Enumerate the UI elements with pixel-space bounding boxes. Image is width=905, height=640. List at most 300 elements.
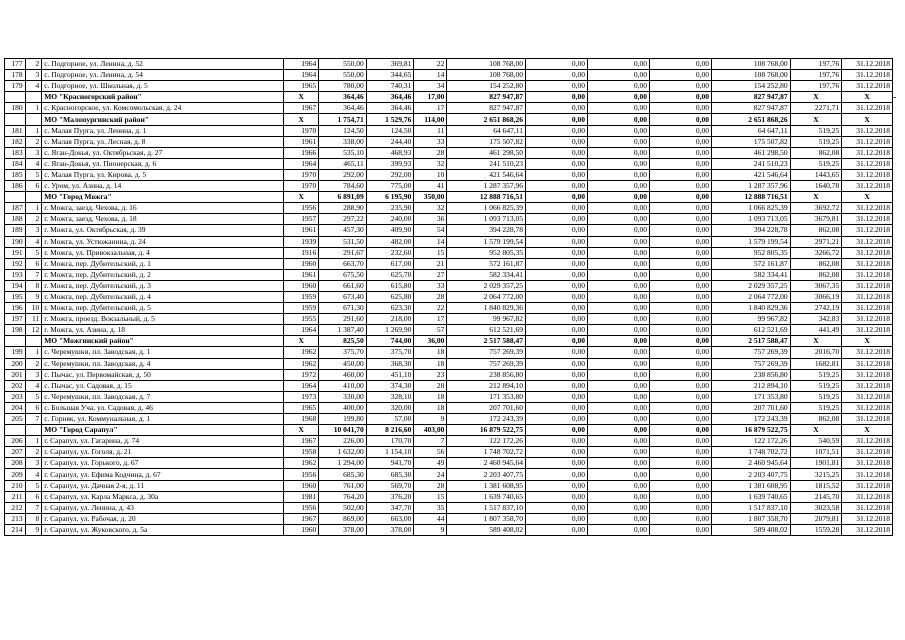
cost-cell: 1 840 829,36 (447, 303, 526, 314)
cost-cell: 1 639 740,65 (447, 491, 526, 502)
total-cost-cell: 1 807 358,70 (712, 513, 791, 524)
fund-cell-1: 0,00 (525, 425, 587, 436)
fund-cell-1: 0,00 (525, 414, 587, 425)
total-area-cell: 550,00 (319, 70, 367, 81)
total-cost-cell: 207 701,60 (712, 402, 791, 413)
total-cost-cell: 1 579 199,54 (712, 236, 791, 247)
unit-cost-cell: 3067,35 (790, 280, 842, 291)
table-row (5, 81, 893, 92)
residents-cell: 32 (414, 158, 447, 169)
total-area-cell: 764,20 (319, 491, 367, 502)
sub-number-cell: 5 (25, 480, 42, 491)
total-area-cell: 338,00 (319, 136, 367, 147)
sub-number-cell: 2 (25, 136, 42, 147)
residents-cell: 22 (414, 303, 447, 314)
year-cell: 1964 (284, 70, 319, 81)
row-number-cell: 206 (5, 436, 26, 447)
sub-number-cell: 3 (25, 458, 42, 469)
date-cell: 31.12.2018 (842, 380, 893, 391)
year-cell: 1958 (284, 447, 319, 458)
living-area-cell: 941,70 (366, 458, 414, 469)
unit-cost-cell: 197,76 (790, 70, 842, 81)
fund-cell-2: 0,00 (587, 502, 649, 513)
cost-cell: 108 768,00 (447, 70, 526, 81)
address-cell: с. Малая Пурга, ул. Лесная, д. 8 (42, 136, 284, 147)
row-number-cell: 208 (5, 458, 26, 469)
total-area-cell: 400,00 (319, 402, 367, 413)
row-number-cell: 211 (5, 491, 26, 502)
unit-cost-cell: 2271,71 (790, 103, 842, 114)
residents-cell: 33 (414, 280, 447, 291)
fund-cell-1: 0,00 (525, 247, 587, 258)
date-cell: 31.12.2018 (842, 502, 893, 513)
date-cell: 31.12.2018 (842, 59, 893, 70)
unit-cost-cell: 342,83 (790, 314, 842, 325)
table-row (5, 447, 893, 458)
table-row (5, 480, 893, 491)
total-cost-cell: 1 381 608,95 (712, 480, 791, 491)
year-cell: 1970 (284, 181, 319, 192)
total-area-cell: 784,60 (319, 181, 367, 192)
fund-cell-1: 0,00 (525, 325, 587, 336)
fund-cell-1: 0,00 (525, 158, 587, 169)
table-row (5, 358, 893, 369)
total-cost-cell: 108 768,00 (712, 70, 791, 81)
address-cell: с. Черемушки, пл. Заводская, д. 4 (42, 358, 284, 369)
table-row (5, 402, 893, 413)
fund-cell-3: 0,00 (650, 169, 712, 180)
unit-cost-cell: 3023,58 (790, 502, 842, 513)
residents-cell: 14 (414, 70, 447, 81)
fund-cell-2: 0,00 (587, 491, 649, 502)
fund-cell-2: 0,00 (587, 369, 649, 380)
table-row (5, 391, 893, 402)
fund-cell-1: 0,00 (525, 314, 587, 325)
sub-number-cell: 4 (25, 236, 42, 247)
date-cell: 31.12.2018 (842, 414, 893, 425)
living-area-cell: 378,00 (366, 524, 414, 535)
row-number-cell: 182 (5, 136, 26, 147)
sub-number-cell: 4 (25, 469, 42, 480)
residents-cell: 114,00 (414, 114, 447, 125)
living-area-cell: 617,00 (366, 258, 414, 269)
total-area-cell: 226,00 (319, 436, 367, 447)
table-row (5, 203, 893, 214)
address-cell: с. Горняк, ул. Коммунальная, д. 1 (42, 414, 284, 425)
year-cell: 1956 (284, 203, 319, 214)
date-cell: 31.12.2018 (842, 469, 893, 480)
fund-cell-1: 0,00 (525, 458, 587, 469)
fund-cell-2: 0,00 (587, 158, 649, 169)
municipality-subtotal-row (5, 192, 893, 203)
living-area-cell: 347,70 (366, 502, 414, 513)
residents-cell: 36 (414, 214, 447, 225)
cost-cell: 108 768,00 (447, 59, 526, 70)
sub-number-cell (25, 192, 42, 203)
living-area-cell: 124,50 (366, 125, 414, 136)
address-cell: с. Малая Пурга, ул. Ленина, д. 1 (42, 125, 284, 136)
living-area-cell: 409,90 (366, 225, 414, 236)
living-area-cell: 1 269,90 (366, 325, 414, 336)
residents-cell: 14 (414, 236, 447, 247)
total-cost-cell: 421 546,64 (712, 169, 791, 180)
living-area-cell: 244,40 (366, 136, 414, 147)
address-cell: с. Черемушки, пл. Заводская, д. 7 (42, 391, 284, 402)
cost-cell: 572 161,87 (447, 258, 526, 269)
unit-cost-cell: 197,76 (790, 59, 842, 70)
residents-cell: 44 (414, 513, 447, 524)
living-area-cell: 685,30 (366, 469, 414, 480)
sub-number-cell: 1 (25, 347, 42, 358)
date-cell: 31.12.2018 (842, 358, 893, 369)
year-cell: 1961 (284, 269, 319, 280)
row-number-cell: 185 (5, 169, 26, 180)
date-cell: 31.12.2018 (842, 391, 893, 402)
sub-number-cell: 5 (25, 169, 42, 180)
municipality-subtotal-row (5, 114, 893, 125)
row-number-cell: 188 (5, 214, 26, 225)
date-cell: 31.12.2018 (842, 203, 893, 214)
living-area-cell: 625,70 (366, 269, 414, 280)
living-area-cell: 1 154,10 (366, 447, 414, 458)
unit-cost-cell: 3066,19 (790, 291, 842, 302)
fund-cell-2: 0,00 (587, 92, 649, 103)
total-area-cell: 661,60 (319, 280, 367, 291)
sub-number-cell: 2 (25, 214, 42, 225)
date-cell: Х (842, 92, 893, 103)
fund-cell-2: 0,00 (587, 147, 649, 158)
fund-cell-3: 0,00 (650, 236, 712, 247)
fund-cell-1: 0,00 (525, 502, 587, 513)
fund-cell-1: 0,00 (525, 480, 587, 491)
total-area-cell: 535,10 (319, 147, 367, 158)
year-cell: 1967 (284, 436, 319, 447)
fund-cell-2: 0,00 (587, 425, 649, 436)
fund-cell-2: 0,00 (587, 336, 649, 347)
total-area-cell: 364,46 (319, 92, 367, 103)
cost-cell: 99 967,82 (447, 314, 526, 325)
fund-cell-3: 0,00 (650, 380, 712, 391)
living-area-cell: 364,46 (366, 92, 414, 103)
total-area-cell: 292,00 (319, 169, 367, 180)
table-row (5, 125, 893, 136)
sub-number-cell: 4 (25, 158, 42, 169)
unit-cost-cell: 862,08 (790, 147, 842, 158)
cost-cell: 2 029 357,25 (447, 280, 526, 291)
address-cell: г. Можга, пер. Дубительский, д. 5 (42, 303, 284, 314)
sub-number-cell: 3 (25, 369, 42, 380)
fund-cell-3: 0,00 (650, 369, 712, 380)
total-cost-cell: 461 298,50 (712, 147, 791, 158)
fund-cell-1: 0,00 (525, 114, 587, 125)
living-area-cell: 6 195,90 (366, 192, 414, 203)
row-number-cell: 204 (5, 402, 26, 413)
total-cost-cell: 572 161,87 (712, 258, 791, 269)
fund-cell-2: 0,00 (587, 103, 649, 114)
cost-cell: 1 381 608,95 (447, 480, 526, 491)
unit-cost-cell: Х (790, 114, 842, 125)
cost-cell: 122 172,26 (447, 436, 526, 447)
total-cost-cell: 16 879 522,75 (712, 425, 791, 436)
address-cell: с. Черемушки, пл. Заводская, д. 1 (42, 347, 284, 358)
fund-cell-1: 0,00 (525, 402, 587, 413)
table-row (5, 524, 893, 535)
sub-number-cell: 9 (25, 524, 42, 535)
year-cell: 1964 (284, 380, 319, 391)
table-row (5, 70, 893, 81)
fund-cell-3: 0,00 (650, 280, 712, 291)
total-area-cell: 1 294,00 (319, 458, 367, 469)
year-cell: 1965 (284, 81, 319, 92)
year-cell: 1964 (284, 158, 319, 169)
residents-cell: 23 (414, 369, 447, 380)
table-row (5, 59, 893, 70)
address-cell: МО "Красногорский район" (42, 92, 284, 103)
unit-cost-cell: 862,08 (790, 269, 842, 280)
residents-cell: 18 (414, 358, 447, 369)
date-cell: 31.12.2018 (842, 447, 893, 458)
fund-cell-1: 0,00 (525, 469, 587, 480)
fund-cell-2: 0,00 (587, 380, 649, 391)
total-cost-cell: 64 647,11 (712, 125, 791, 136)
table-row (5, 269, 893, 280)
date-cell: 31.12.2018 (842, 480, 893, 491)
row-number-cell: 213 (5, 513, 26, 524)
residents-cell: 18 (414, 347, 447, 358)
fund-cell-2: 0,00 (587, 181, 649, 192)
living-area-cell: 232,60 (366, 247, 414, 258)
living-area-cell: 1 529,76 (366, 114, 414, 125)
cost-cell: 2 203 407,75 (447, 469, 526, 480)
address-cell: г. Можга, пер. Дубительский, д. 2 (42, 269, 284, 280)
fund-cell-3: 0,00 (650, 303, 712, 314)
row-number-cell: 177 (5, 59, 26, 70)
fund-cell-2: 0,00 (587, 458, 649, 469)
living-area-cell: 57,00 (366, 414, 414, 425)
total-area-cell: 1 632,00 (319, 447, 367, 458)
row-number-cell: 179 (5, 81, 26, 92)
total-area-cell: 675,50 (319, 269, 367, 280)
fund-cell-3: 0,00 (650, 502, 712, 513)
sub-number-cell: 11 (25, 314, 42, 325)
year-cell: 1956 (284, 502, 319, 513)
unit-cost-cell: 1559,28 (790, 524, 842, 535)
total-area-cell: 502,00 (319, 502, 367, 513)
fund-cell-2: 0,00 (587, 347, 649, 358)
fund-cell-2: 0,00 (587, 70, 649, 81)
fund-cell-1: 0,00 (525, 214, 587, 225)
table-row (5, 158, 893, 169)
total-cost-cell: 1 066 825,39 (712, 203, 791, 214)
sub-number-cell: 1 (25, 125, 42, 136)
row-number-cell: 194 (5, 280, 26, 291)
fund-cell-1: 0,00 (525, 81, 587, 92)
fund-cell-2: 0,00 (587, 169, 649, 180)
address-cell: г. Сарапул, ул. Карла Маркса, д. 30а (42, 491, 284, 502)
fund-cell-3: 0,00 (650, 70, 712, 81)
fund-cell-1: 0,00 (525, 236, 587, 247)
residents-cell: 33 (414, 136, 447, 147)
fund-cell-1: 0,00 (525, 92, 587, 103)
row-number-cell (5, 425, 26, 436)
row-number-cell: 193 (5, 269, 26, 280)
cost-cell: 2 064 772,00 (447, 291, 526, 302)
date-cell: 31.12.2018 (842, 280, 893, 291)
fund-cell-1: 0,00 (525, 181, 587, 192)
residents-cell: 54 (414, 225, 447, 236)
cost-cell: 952 805,35 (447, 247, 526, 258)
residents-cell: 17,00 (414, 92, 447, 103)
table-row (5, 303, 893, 314)
year-cell: 1960 (284, 280, 319, 291)
row-number-cell: 203 (5, 391, 26, 402)
table-row (5, 458, 893, 469)
cost-cell: 212 894,10 (447, 380, 526, 391)
living-area-cell: 8 216,60 (366, 425, 414, 436)
total-cost-cell: 952 805,35 (712, 247, 791, 258)
municipality-subtotal-row (5, 92, 893, 103)
fund-cell-3: 0,00 (650, 214, 712, 225)
cost-cell: 175 507,82 (447, 136, 526, 147)
year-cell: 1970 (284, 169, 319, 180)
sub-number-cell (25, 336, 42, 347)
sub-number-cell: 6 (25, 491, 42, 502)
table-row (5, 236, 893, 247)
fund-cell-2: 0,00 (587, 314, 649, 325)
sub-number-cell: 7 (25, 502, 42, 513)
sub-number-cell: 9 (25, 291, 42, 302)
fund-cell-2: 0,00 (587, 391, 649, 402)
date-cell: 31.12.2018 (842, 103, 893, 114)
row-number-cell: 207 (5, 447, 26, 458)
year-cell: 1968 (284, 414, 319, 425)
row-number-cell (5, 336, 26, 347)
fund-cell-3: 0,00 (650, 92, 712, 103)
year-cell: 1972 (284, 369, 319, 380)
cost-cell: 394 228,78 (447, 225, 526, 236)
fund-cell-2: 0,00 (587, 225, 649, 236)
total-cost-cell: 1 517 837,10 (712, 502, 791, 513)
fund-cell-1: 0,00 (525, 103, 587, 114)
living-area-cell: 320,00 (366, 402, 414, 413)
row-number-cell: 196 (5, 303, 26, 314)
address-cell: г. Можга, заезд. Чехова, д. 16 (42, 203, 284, 214)
row-number-cell: 184 (5, 158, 26, 169)
living-area-cell: 569,70 (366, 480, 414, 491)
row-number-cell: 214 (5, 524, 26, 535)
table-row (5, 147, 893, 158)
unit-cost-cell: 441,49 (790, 325, 842, 336)
fund-cell-2: 0,00 (587, 114, 649, 125)
fund-cell-1: 0,00 (525, 59, 587, 70)
cost-cell: 2 460 945,64 (447, 458, 526, 469)
fund-cell-3: 0,00 (650, 136, 712, 147)
cost-cell: 2 517 588,47 (447, 336, 526, 347)
cost-cell: 1 093 713,05 (447, 214, 526, 225)
total-area-cell: 780,00 (319, 81, 367, 92)
fund-cell-1: 0,00 (525, 391, 587, 402)
cost-cell: 582 334,41 (447, 269, 526, 280)
date-cell: 31.12.2018 (842, 158, 893, 169)
fund-cell-1: 0,00 (525, 513, 587, 524)
housing-register-table (4, 58, 893, 536)
cost-cell: 154 252,80 (447, 81, 526, 92)
row-number-cell: 200 (5, 358, 26, 369)
year-cell: 1973 (284, 391, 319, 402)
sub-number-cell: 2 (25, 358, 42, 369)
total-cost-cell: 172 243,39 (712, 414, 791, 425)
total-cost-cell: 1 748 702,72 (712, 447, 791, 458)
cost-cell: 1 807 358,70 (447, 513, 526, 524)
sub-number-cell (25, 425, 42, 436)
living-area-cell: 376,20 (366, 491, 414, 502)
residents-cell: 49 (414, 458, 447, 469)
total-cost-cell: 1 639 740,65 (712, 491, 791, 502)
cost-cell: 172 243,39 (447, 414, 526, 425)
living-area-cell: 364,46 (366, 103, 414, 114)
year-cell: 1960 (284, 258, 319, 269)
fund-cell-2: 0,00 (587, 269, 649, 280)
total-cost-cell: 827 947,87 (712, 92, 791, 103)
year-cell: 1960 (284, 480, 319, 491)
fund-cell-2: 0,00 (587, 59, 649, 70)
year-cell: Х (284, 92, 319, 103)
total-area-cell: 291,67 (319, 247, 367, 258)
fund-cell-3: 0,00 (650, 336, 712, 347)
table-row (5, 225, 893, 236)
cost-cell: 589 408,02 (447, 524, 526, 535)
address-cell: г. Сарапул, ул. Гоголя, д. 21 (42, 447, 284, 458)
total-area-cell: 1 754,71 (319, 114, 367, 125)
date-cell: 31.12.2018 (842, 225, 893, 236)
year-cell: 1959 (284, 303, 319, 314)
living-area-cell: 399,93 (366, 158, 414, 169)
fund-cell-3: 0,00 (650, 347, 712, 358)
total-cost-cell: 212 894,10 (712, 380, 791, 391)
cost-cell: 1 579 199,54 (447, 236, 526, 247)
row-number-cell: 210 (5, 480, 26, 491)
document-table-area (0, 58, 905, 536)
unit-cost-cell: 2079,81 (790, 513, 842, 524)
residents-cell: 11 (414, 125, 447, 136)
row-number-cell (5, 192, 26, 203)
unit-cost-cell: 519,25 (790, 402, 842, 413)
fund-cell-3: 0,00 (650, 59, 712, 70)
year-cell: Х (284, 336, 319, 347)
table-row (5, 347, 893, 358)
fund-cell-2: 0,00 (587, 303, 649, 314)
unit-cost-cell: Х (790, 425, 842, 436)
unit-cost-cell: 2971,21 (790, 236, 842, 247)
sub-number-cell: 1 (25, 103, 42, 114)
unit-cost-cell: 519,25 (790, 158, 842, 169)
fund-cell-1: 0,00 (525, 203, 587, 214)
row-number-cell: 190 (5, 236, 26, 247)
unit-cost-cell: 1901,81 (790, 458, 842, 469)
residents-cell: 9 (414, 414, 447, 425)
date-cell: Х (842, 192, 893, 203)
total-cost-cell: 238 856,80 (712, 369, 791, 380)
table-row (5, 169, 893, 180)
date-cell: 31.12.2018 (842, 169, 893, 180)
residents-cell: 28 (414, 291, 447, 302)
fund-cell-2: 0,00 (587, 469, 649, 480)
address-cell: г. Можга, ул. Привокзальная, д. 4 (42, 247, 284, 258)
total-area-cell: 450,00 (319, 358, 367, 369)
year-cell: 1965 (284, 402, 319, 413)
unit-cost-cell: 519,25 (790, 369, 842, 380)
row-number-cell: 197 (5, 314, 26, 325)
